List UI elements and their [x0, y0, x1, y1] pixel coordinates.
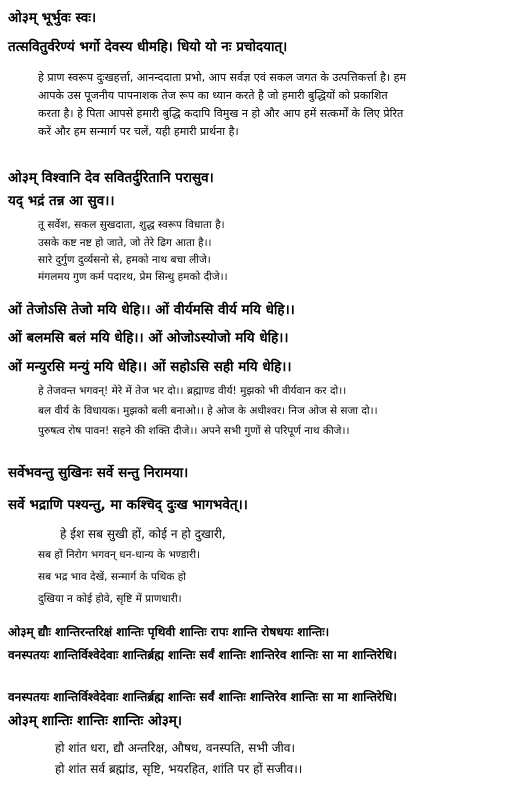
mantra-line: ओ३म् विश्वानि देव सवितर्दुरितानि परासुव।	[8, 170, 214, 186]
verse-line: दुखिया न कोई होवे, सृष्टि में प्राणधारी।	[38, 593, 182, 605]
mantra-line: ओं बलमसि बलं मयि धेहि।। ओं ओजोऽस्योजो मयि धेहि।।	[8, 330, 289, 346]
mantra-line: ओं मन्युरसि मन्युं मयि धेहि।। ओं सहोऽसि सही मयि धेहि।।	[8, 359, 292, 375]
verse-line: सब भद्र भाव देखें, सन्मार्ग के पथिक हो	[38, 571, 187, 583]
meaning-line: करता है। हे पिता आपसे हमारी बुद्धि कदापि विमुख न हो और आप हमें सत्कर्मों के लिए प्रेरित	[38, 107, 404, 120]
verse-line: पुरुषत्व रोष पावन! सहने की शक्ति दीजे।। अपने सभी गुणों से परिपूर्ण नाथ कीजे।।	[38, 425, 350, 437]
meaning-line: हे प्राण स्वरूप दुःखहर्त्ता, आनन्ददाता प्रभो, आप सर्वज्ञ एवं सकल जगत के उत्पत्तिकर्त्ता है। हम	[38, 71, 407, 84]
mantra-line: सर्वे भद्राणि पश्यन्तु, मा कश्चिद् दुःख भागभवेत्।।	[8, 497, 248, 513]
mantra-line: सर्वेभवन्तु सुखिनः सर्वे सन्तु निरामया।	[8, 465, 189, 481]
verse-line: हे ईश सब सुखी हों, कोई न हो दुखारी,	[60, 527, 226, 541]
meaning-line: आपके उस पूजनीय पापनाशक तेज रूप का ध्यान करते है जो हमारी बुद्धियों को प्रकाशित	[38, 89, 388, 102]
verse-line: सब हों निरोग भगवन् धन-धान्य के भण्डारी।	[38, 549, 201, 561]
verse-line: हो शांत धरा, द्यौ अन्तरिक्ष, औषध, वनस्पति, सभी जीव।	[55, 741, 295, 755]
verse-line: सारे दुर्गुण दुर्व्यसनो से, हमको नाथ बचा लीजे।	[38, 254, 211, 266]
verse-line: मंगलमय गुण कर्म पदारथ, प्रेम सिन्धु हमको दीजे।।	[38, 271, 228, 283]
mantra-line: वनस्पतयः शान्तिर्विश्वेदेवाः शान्तिर्ब्रह्म शान्तिः सर्वं शान्तिः शान्तिरेव शान्तिः सा मा शान्तिरेधि।	[8, 690, 397, 704]
mantra-line: वनस्पतयः शान्तिर्विश्वेदेवाः शान्तिर्ब्रह्म शान्तिः सर्वं शान्तिः शान्तिरेव शान्तिः सा मा शान्तिरेधि।	[8, 648, 397, 662]
verse-line: उसके कष्ट नष्ट हो जाते, जो तेरे ढिग आता है।।	[38, 237, 212, 249]
mantra-line: यद् भद्रं तन्न आ सुव।।	[8, 193, 115, 209]
verse-line: हो शांत सर्व ब्रह्मांड, सृष्टि, भयरहित, शांति पर हों सजीव।।	[55, 762, 303, 776]
mantra-line: ओ३म् द्यौः शान्तिरन्तरिक्षं शान्तिः पृथिवी शान्तिः रापः शान्ति रोषधयः शान्तिः।	[8, 625, 330, 639]
meaning-line: करें और हम सन्मार्ग पर चलें, यही हमारी प्रार्थना है।	[38, 125, 239, 138]
mantra-line: तत्सवितुर्वरेण्यं भर्गो देवस्य धीमहि। धियो यो नः प्रचोदयात्।	[8, 39, 288, 55]
mantra-line: ओं तेजोऽसि तेजो मयि धेहि।। ओं वीर्यमसि वीर्य मयि धेहि।।	[8, 302, 295, 318]
mantra-line: ओ३म् शान्तिः शान्तिः शान्तिः ओ३म्।	[8, 713, 182, 729]
verse-line: तू सर्वेश, सकल सुखदाता, शुद्ध स्वरूप विधाता है।	[38, 219, 225, 231]
verse-line: हे तेजवन्त भगवन्! मेरे में तेज भर दो।। ब्रह्माण्ड वीर्य! मुझको भी वीर्यवान कर दो।।	[38, 385, 347, 397]
mantra-line: ओ३म् भूर्भुवः स्वः।	[8, 10, 97, 26]
verse-line: बल वीर्य के विधायक। मुझको बली बनाओ।। हे ओज के अधीश्वर। निज ओज से सजा दो।।	[38, 405, 378, 417]
